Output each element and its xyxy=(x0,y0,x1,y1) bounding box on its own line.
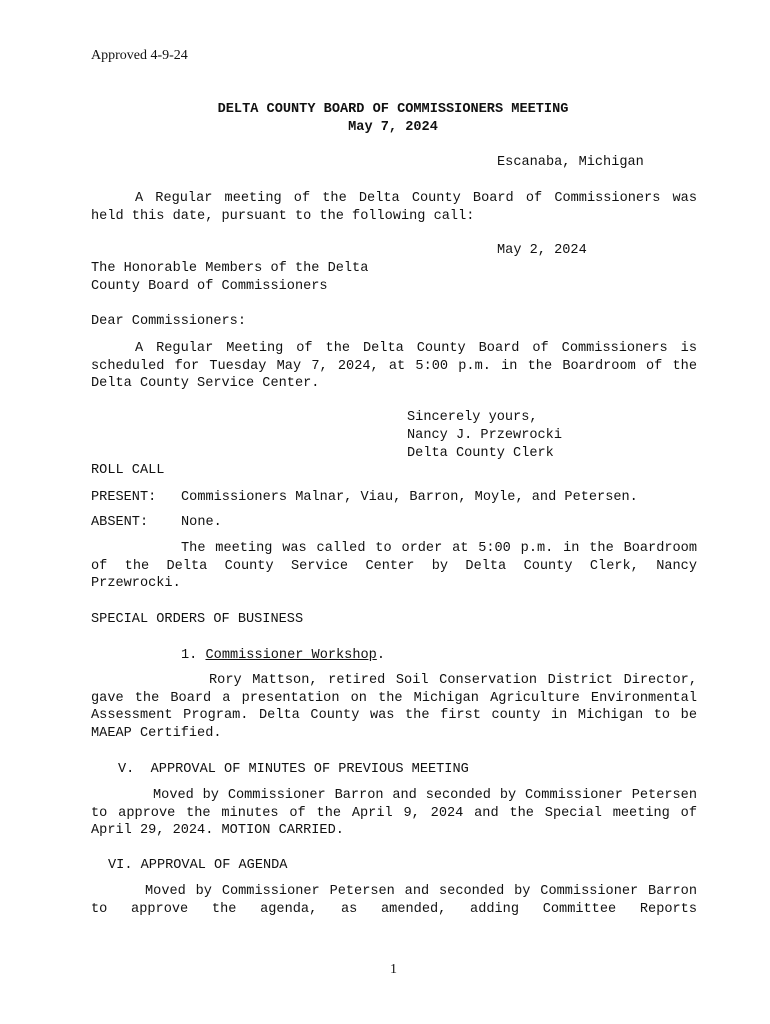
special-orders-heading: SPECIAL ORDERS OF BUSINESS xyxy=(91,612,304,627)
call-date: May 2, 2024 xyxy=(497,243,587,258)
page-number: 1 xyxy=(390,962,397,977)
call-to-order-paragraph: The meeting was called to order at 5:00 p.m. in the Boardroom of the Delta County Service Center by Delta County Clerk, Nancy Przewrocki. xyxy=(91,541,697,591)
absent-value: None. xyxy=(181,515,222,530)
addressee-line-2: County Board of Commissioners xyxy=(91,279,328,294)
workshop-item-number: 1. xyxy=(181,648,198,663)
meeting-location: Escanaba, Michigan xyxy=(497,155,644,170)
workshop-item-suffix: . xyxy=(376,648,385,663)
section-vi-paragraph: Moved by Commissioner Petersen and seconded by Commissioner Barron to approve the agenda, as amended, adding Committee Reports xyxy=(91,884,697,917)
meeting-date: May 7, 2024 xyxy=(348,120,438,135)
signer-title: Delta County Clerk xyxy=(407,446,554,461)
roll-call-heading: ROLL CALL xyxy=(91,463,165,478)
workshop-item xyxy=(181,647,385,665)
call-body: A Regular Meeting of the Delta County Board of Commissioners is scheduled for Tuesday May 7, 2024, at 5:00 p.m. in the Boardroom of the Delta County Service Center. xyxy=(91,341,697,391)
workshop-paragraph: Rory Mattson, retired Soil Conservation District Director, gave the Board a presentation on the Michigan Agriculture Environmental Assessment Program. Delta County was the first county in Michigan to be MAEAP Certified. xyxy=(91,673,697,741)
section-v-paragraph: Moved by Commissioner Barron and seconded by Commissioner Petersen to approve the minutes of the April 9, 2024 and the Special meeting of April 29, 2024. MOTION CARRIED. xyxy=(91,788,697,838)
section-vi-heading: VI. APPROVAL OF AGENDA xyxy=(108,858,288,873)
salutation: Dear Commissioners: xyxy=(91,314,246,329)
intro-paragraph: A Regular meeting of the Delta County Board of Commissioners was held this date, pursuant to the following call: xyxy=(91,191,697,224)
workshop-item-title: Commissioner Workshop xyxy=(205,648,377,663)
present-label: PRESENT: xyxy=(91,490,157,505)
closing: Sincerely yours, xyxy=(407,410,538,425)
absent-label: ABSENT: xyxy=(91,515,149,530)
signer-name: Nancy J. Przewrocki xyxy=(407,428,562,443)
section-v-heading: V. APPROVAL OF MINUTES OF PREVIOUS MEETING xyxy=(118,762,469,777)
addressee-line-1: The Honorable Members of the Delta xyxy=(91,261,369,276)
approved-note: Approved 4-9-24 xyxy=(91,48,188,63)
meeting-title: DELTA COUNTY BOARD OF COMMISSIONERS MEETING xyxy=(217,102,569,117)
present-value: Commissioners Malnar, Viau, Barron, Moyle, and Petersen. xyxy=(181,490,638,505)
